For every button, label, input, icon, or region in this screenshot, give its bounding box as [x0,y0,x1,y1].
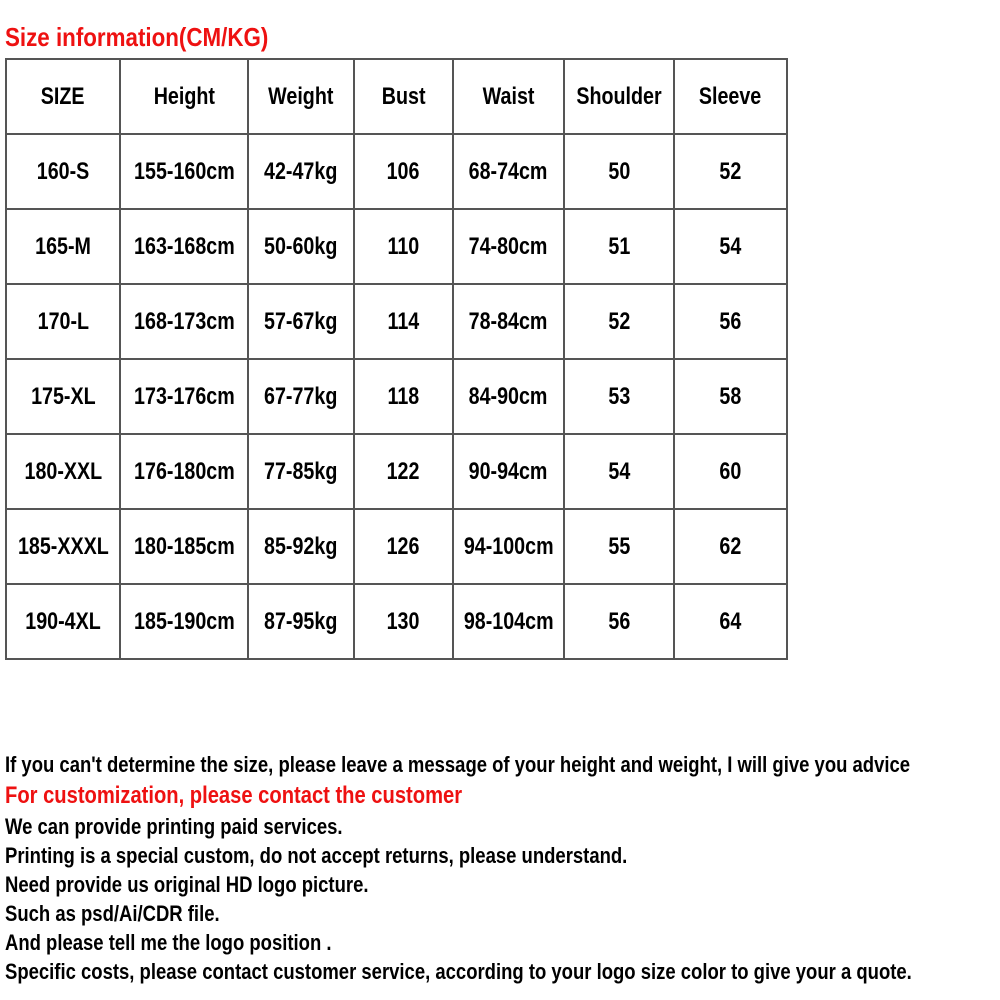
note-line: And please tell me the logo position . [5,930,332,955]
header-bust: Bust [354,59,453,134]
cell-weight: 50-60kg [248,209,354,284]
cell-waist: 90-94cm [453,434,564,509]
table-row [6,134,787,209]
cell-height: 185-190cm [120,584,248,659]
cell-bust: 110 [354,209,453,284]
page-title: Size information(CM/KG) [5,22,269,52]
cell-height: 163-168cm [120,209,248,284]
cell-size: 170-L [6,284,120,359]
cell-weight: 57-67kg [248,284,354,359]
note-line: Need provide us original HD logo picture. [5,872,369,897]
cell-waist: 78-84cm [453,284,564,359]
cell-waist: 68-74cm [453,134,564,209]
cell-size: 185-XXXL [6,509,120,584]
cell-weight: 42-47kg [248,134,354,209]
cell-height: 176-180cm [120,434,248,509]
size-advice-text: If you can't determine the size, please leave a message of your height and weight, I will give you advice [5,752,911,777]
note-line: Printing is a special custom, do not accept returns, please understand. [5,843,628,868]
cell-waist: 94-100cm [453,509,564,584]
note-line: Such as psd/Ai/CDR file. [5,901,220,926]
cell-bust: 122 [354,434,453,509]
table-header-row [6,59,787,134]
cell-sleeve: 56 [674,284,787,359]
cell-height: 155-160cm [120,134,248,209]
note-line: Specific costs, please contact customer service, according to your logo size color to give your a quote. [5,959,912,984]
cell-size: 175-XL [6,359,120,434]
cell-size: 165-M [6,209,120,284]
table-row [6,584,787,659]
header-shoulder: Shoulder [564,59,674,134]
cell-shoulder: 51 [564,209,674,284]
cell-bust: 126 [354,509,453,584]
cell-weight: 85-92kg [248,509,354,584]
cell-bust: 130 [354,584,453,659]
table-row [6,284,787,359]
cell-height: 168-173cm [120,284,248,359]
cell-sleeve: 64 [674,584,787,659]
header-waist: Waist [453,59,564,134]
cell-shoulder: 52 [564,284,674,359]
header-sleeve: Sleeve [674,59,787,134]
cell-shoulder: 53 [564,359,674,434]
cell-sleeve: 60 [674,434,787,509]
table-row [6,359,787,434]
table-row [6,209,787,284]
cell-size: 160-S [6,134,120,209]
table-row [6,509,787,584]
cell-weight: 77-85kg [248,434,354,509]
header-height: Height [120,59,248,134]
cell-height: 173-176cm [120,359,248,434]
customization-heading: For customization, please contact the customer [5,782,463,809]
notes-section [5,750,1000,986]
cell-shoulder: 56 [564,584,674,659]
note-line: We can provide printing paid services. [5,814,343,839]
cell-sleeve: 58 [674,359,787,434]
cell-bust: 114 [354,284,453,359]
cell-height: 180-185cm [120,509,248,584]
table-row [6,434,787,509]
cell-bust: 106 [354,134,453,209]
cell-shoulder: 54 [564,434,674,509]
cell-weight: 87-95kg [248,584,354,659]
cell-waist: 98-104cm [453,584,564,659]
cell-sleeve: 52 [674,134,787,209]
cell-sleeve: 54 [674,209,787,284]
cell-bust: 118 [354,359,453,434]
cell-waist: 74-80cm [453,209,564,284]
cell-size: 190-4XL [6,584,120,659]
cell-shoulder: 55 [564,509,674,584]
header-weight: Weight [248,59,354,134]
cell-sleeve: 62 [674,509,787,584]
size-table [5,58,788,660]
header-size: SIZE [6,59,120,134]
cell-weight: 67-77kg [248,359,354,434]
cell-shoulder: 50 [564,134,674,209]
cell-waist: 84-90cm [453,359,564,434]
cell-size: 180-XXL [6,434,120,509]
